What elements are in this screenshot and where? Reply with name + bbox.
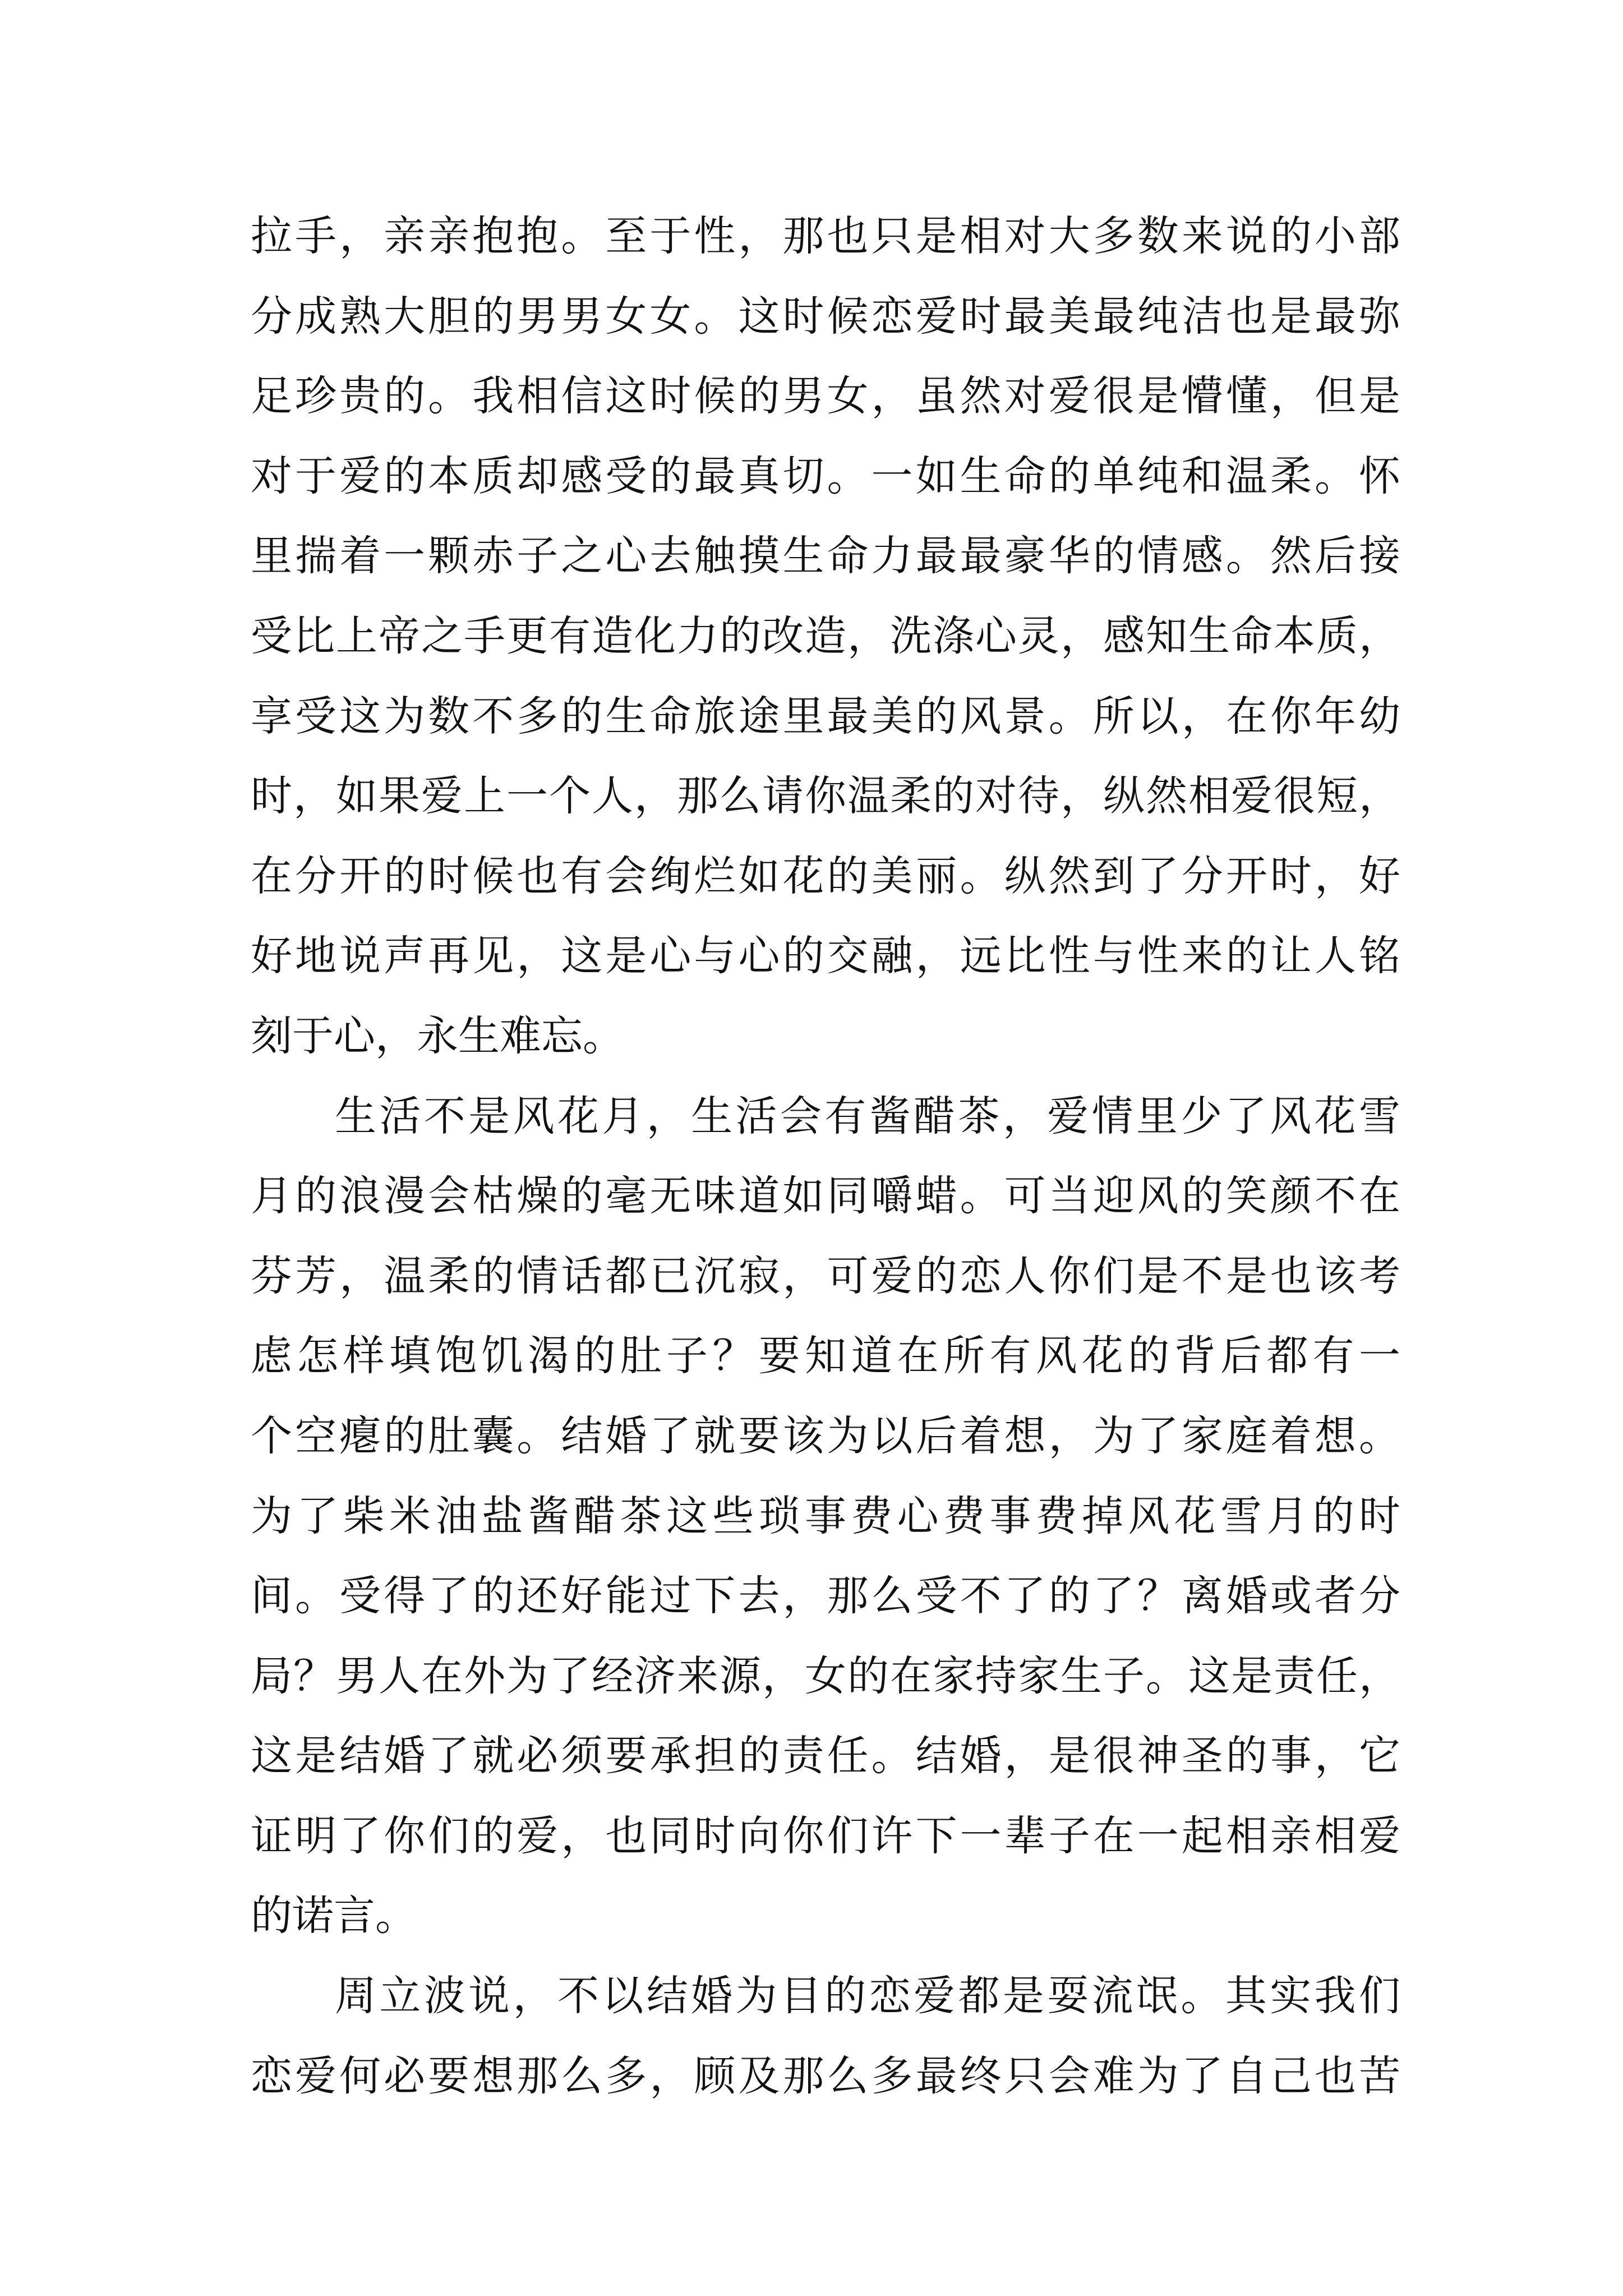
text-line: 这是结婚了就必须要承担的责任。结婚，是很神圣的事，它 [251, 1732, 1400, 1780]
text-line: 里揣着一颗赤子之心去触摸生命力最最豪华的情感。然后接 [251, 532, 1400, 581]
text-line: 的诺言。 [251, 1892, 417, 1940]
paragraph-first-line: 生活不是风花月，生活会有酱醋茶，爱情里少了风花雪 [335, 1092, 1400, 1140]
text-line: 月的浪漫会枯燥的毫无味道如同嚼蜡。可当迎风的笑颜不在 [251, 1172, 1400, 1221]
text-line: 刻于心，永生难忘。 [251, 1011, 624, 1060]
text-line: 个空瘪的肚囊。结婚了就要该为以后着想，为了家庭着想。 [251, 1411, 1400, 1460]
paragraph-first-line: 周立波说，不以结婚为目的恋爱都是耍流氓。其实我们 [335, 1972, 1400, 2021]
text-line: 恋爱何必要想那么多，顾及那么多最终只会难为了自己也苦 [251, 2051, 1400, 2100]
text-line: 在分开的时候也有会绚烂如花的美丽。纵然到了分开时，好 [251, 852, 1400, 900]
text-line: 间。受得了的还好能过下去，那么受不了的了？离婚或者分 [251, 1572, 1400, 1621]
text-line: 拉手，亲亲抱抱。至于性，那也只是相对大多数来说的小部 [251, 212, 1400, 260]
text-line: 证明了你们的爱，也同时向你们许下一辈子在一起相亲相爱 [251, 1811, 1400, 1860]
text-line: 好地说声再见，这是心与心的交融，远比性与性来的让人铭 [251, 932, 1400, 981]
text-line: 局？男人在外为了经济来源，女的在家持家生子。这是责任， [251, 1651, 1400, 1700]
text-line: 足珍贵的。我相信这时候的男女，虽然对爱很是懵懂，但是 [251, 372, 1400, 421]
text-line: 享受这为数不多的生命旅途里最美的风景。所以，在你年幼 [251, 692, 1400, 740]
text-line: 时，如果爱上一个人，那么请你温柔的对待，纵然相爱很短， [251, 772, 1400, 821]
text-line: 为了柴米油盐酱醋茶这些琐事费心费事费掉风花雪月的时 [251, 1492, 1400, 1540]
text-line: 受比上帝之手更有造化力的改造，洗涤心灵，感知生命本质， [251, 611, 1400, 660]
text-line: 对于爱的本质却感受的最真切。一如生命的单纯和温柔。怀 [251, 452, 1400, 500]
text-line: 芬芳，温柔的情话都已沉寂，可爱的恋人你们是不是也该考 [251, 1251, 1400, 1300]
text-line: 分成熟大胆的男男女女。这时候恋爱时最美最纯洁也是最弥 [251, 292, 1400, 341]
document-body [251, 196, 1400, 2116]
text-line: 虑怎样填饱饥渴的肚子？要知道在所有风花的背后都有一 [251, 1332, 1400, 1381]
